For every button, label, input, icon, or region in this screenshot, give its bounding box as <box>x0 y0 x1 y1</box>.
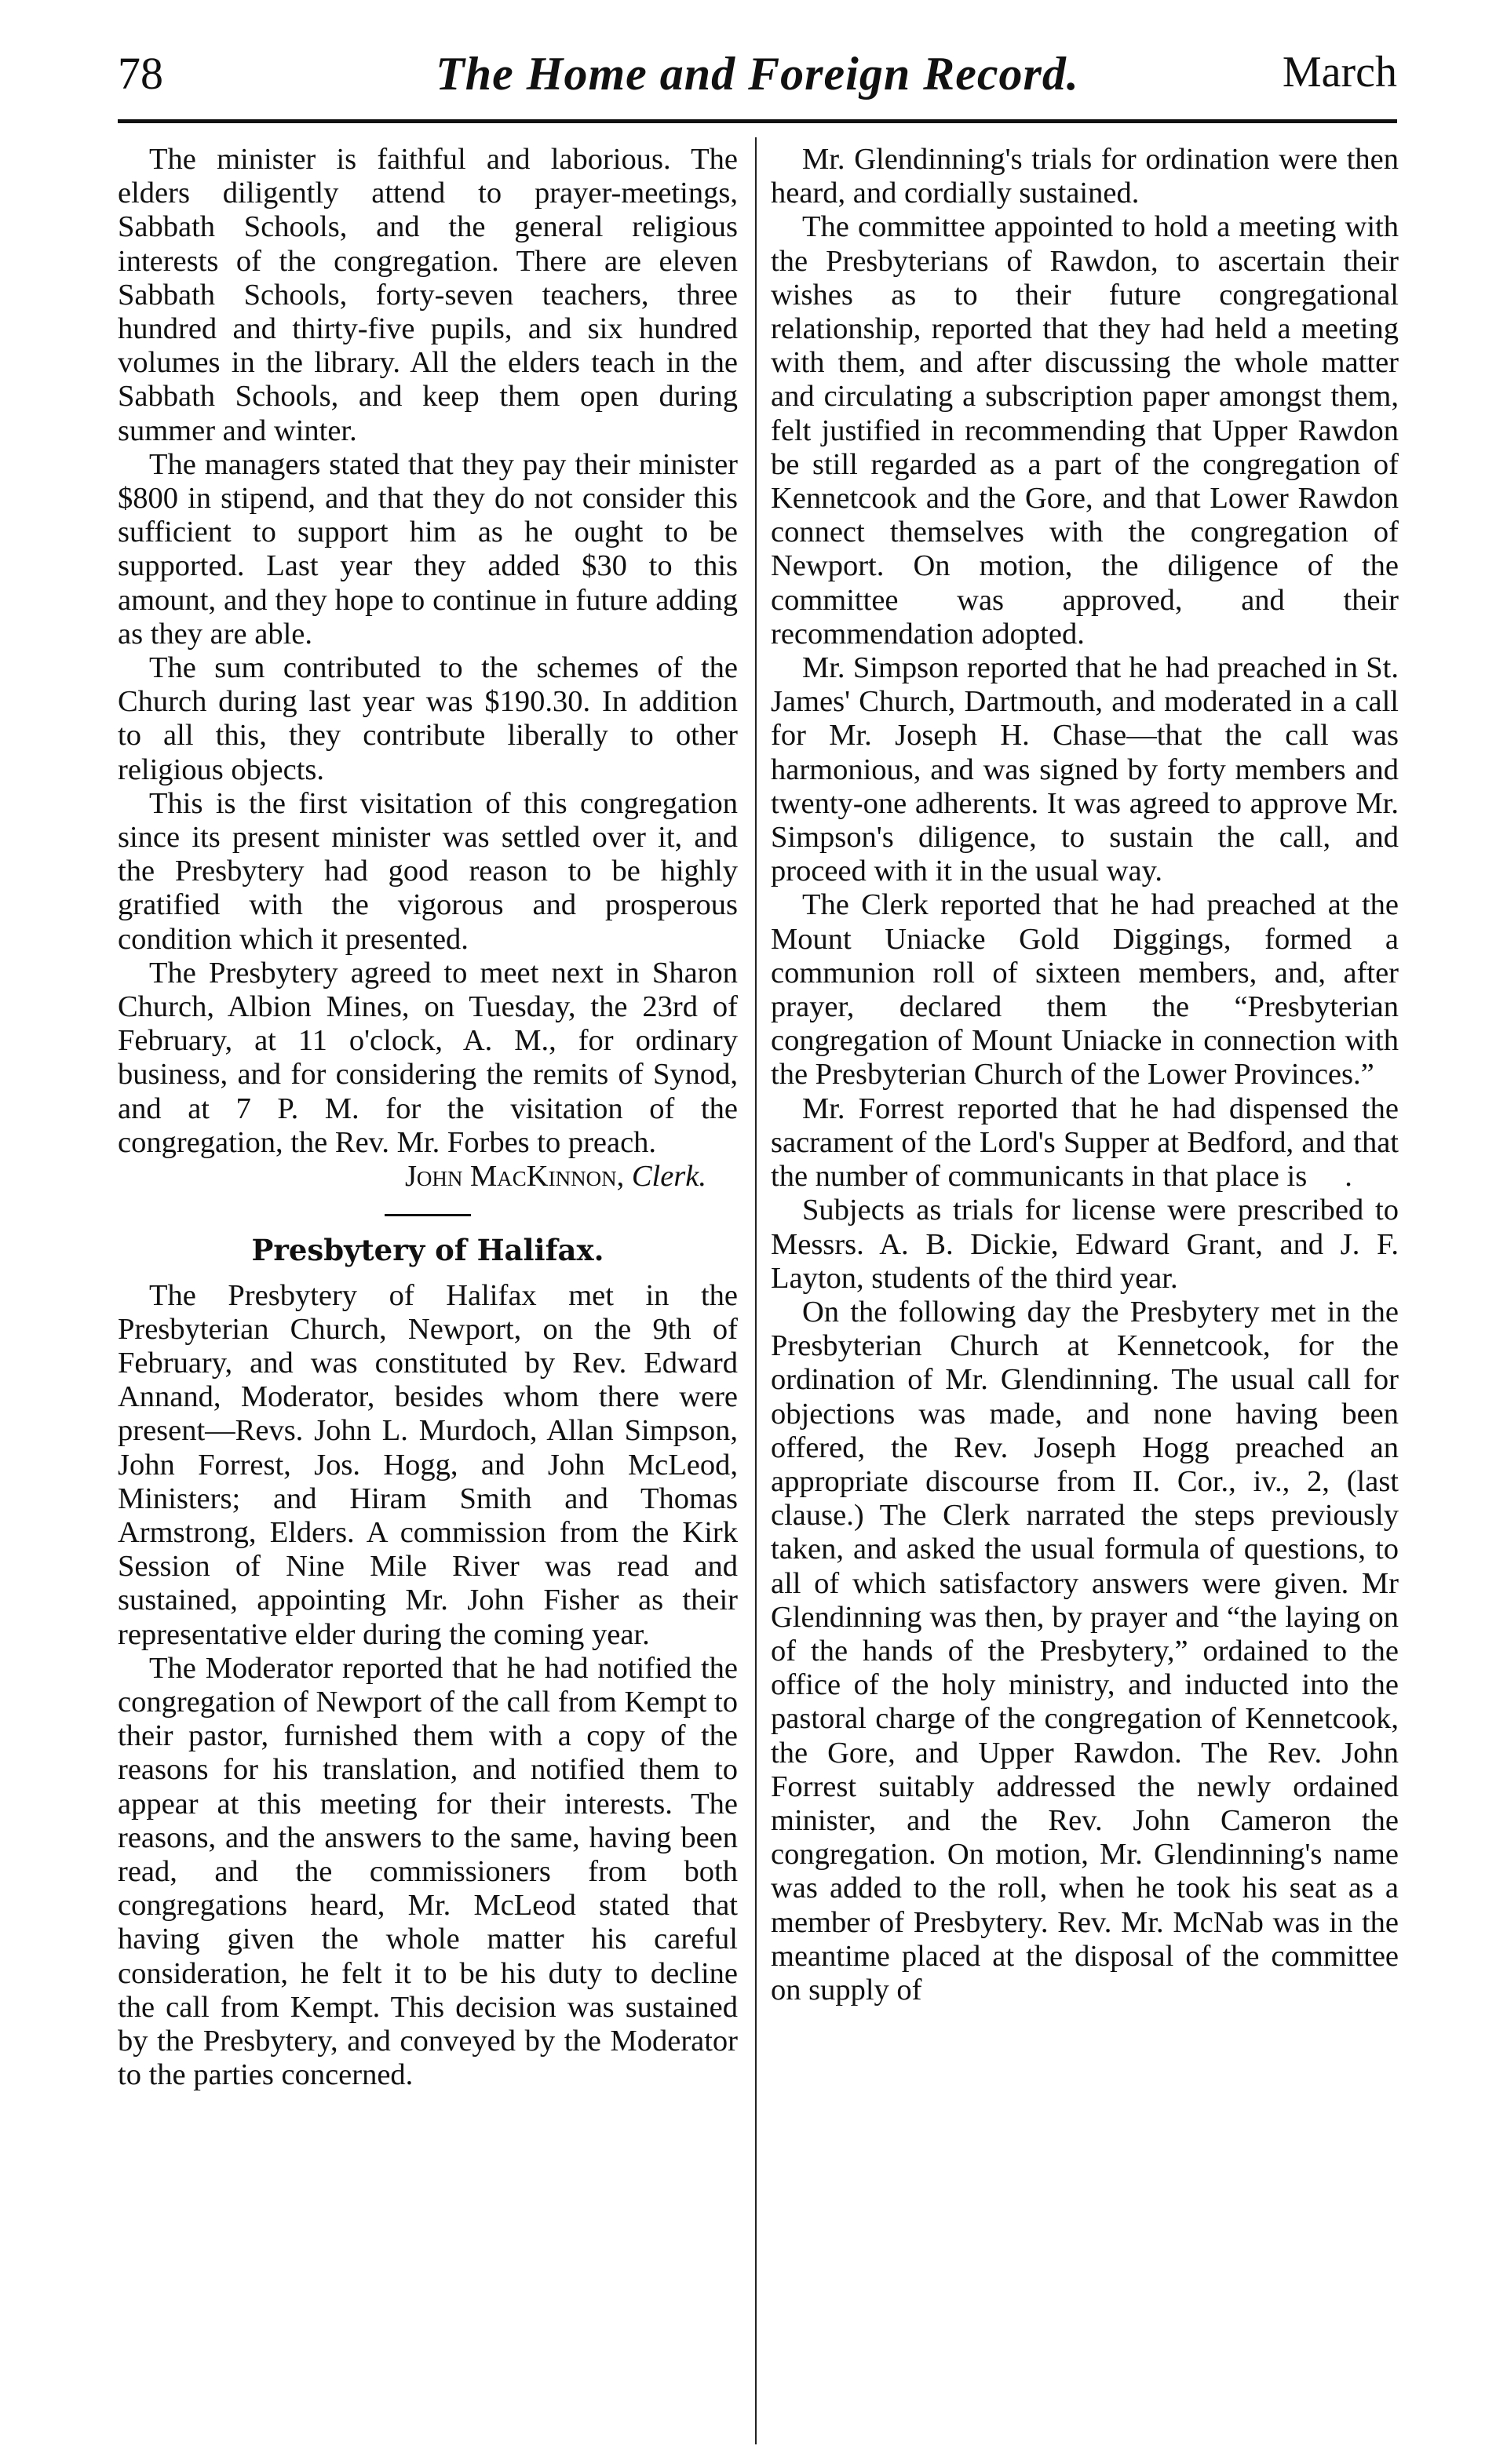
header-rule <box>118 119 1397 123</box>
paragraph: Subjects as trials for license were prescribed to Messrs. A. B. Dickie, Edward Grant, and J. F. Layton, students of the third year. <box>771 1194 1399 1295</box>
paragraph: Mr. Glendinning's trials for ordination were then heard, and cordially sustained. <box>771 143 1399 210</box>
paragraph: The sum contributed to the schemes of the Church during last year was $190.30. In addition to all this, they contribute liberally to other religious objects. <box>118 651 738 786</box>
left-column <box>118 143 738 2092</box>
paragraph: On the following day the Presbytery met in the Presbyterian Church at Kennetcook, for the ordination of Mr. Glendinning. The usual call for objections was made, and none having been offered, the Rev. Joseph Hogg preached an appropriate discourse from II. Cor., iv., 2, (last clause.) The Clerk narrated the steps previously taken, and asked the usual formula of questions, to all of which satisfactory answers were given. Mr Glendinning was then, by prayer and “the laying on of the hands of the Presbytery,” ordained to the office of the holy ministry, and inducted into the pastoral charge of the congregation of Kennetcook, the Gore, and Upper Rawdon. The Rev. John Forrest suitably addressed the newly ordained minister, and the Rev. John Cameron the congregation. On motion, Mr. Glendinning's name was added to the roll, when he took his seat as a member of Presbytery. Rev. Mr. McNab was in the meantime placed at the disposal of the committee on supply of <box>771 1295 1399 2007</box>
signature-role: Clerk. <box>631 1160 706 1194</box>
publication-title: The Home and Foreign Record. <box>436 48 1079 100</box>
section-heading: Presbytery of Halifax. <box>251 1233 604 1268</box>
signature <box>118 1160 738 1194</box>
running-header <box>118 47 1397 110</box>
paragraph: Mr. Simpson reported that he had preached in St. James' Church, Dartmouth, and moderated in a call for Mr. Joseph H. Chase—that the call was harmonious, and was signed by forty members and twenty-one adherents. It was agreed to approve Mr. Simpson's diligence, to sustain the call, and proceed with it in the usual way. <box>771 651 1399 888</box>
section-separator <box>385 1214 471 1216</box>
signature-name: John MacKinnon, <box>404 1160 625 1194</box>
paragraph: The committee appointed to hold a meeting with the Presbyterians of Rawdon, to ascertain their wishes as to their future congregational relationship, reported that they had held a meeting with them, and after discussing the whole matter and circulating a subscription paper amongst them, felt justified in recommending that Upper Rawdon be still regarded as a part of the congregation of Kennetcook and the Gore, and that Lower Rawdon connect themselves with the congregation of Newport. On motion, the diligence of the committee was approved, and their recommendation adopted. <box>771 210 1399 651</box>
paragraph: This is the first visitation of this congregation since its present minister was settled over it, and the Presbytery had good reason to be highly gratified with the vigorous and prosperous condition which it presented. <box>118 786 738 956</box>
paragraph: Mr. Forrest reported that he had dispensed the sacrament of the Lord's Supper at Bedford, and that the number of communicants in that place is . <box>771 1092 1399 1194</box>
column-divider <box>755 137 757 2444</box>
right-column <box>771 143 1399 2007</box>
paragraph: The Presbytery of Halifax met in the Presbyterian Church, Newport, on the 9th of February, and was constituted by Rev. Edward Annand, Moderator, besides whom there were present—Revs. John L. Murdoch, Allan Simpson, John Forrest, Jos. Hogg, and John McLeod, Ministers; and Hiram Smith and Thomas Armstrong, Elders. A commission from the Kirk Session of Nine Mile River was read and sustained, appointing Mr. John Fisher as their representative elder during the coming year. <box>118 1278 738 1651</box>
page-number: 78 <box>118 48 163 99</box>
issue-month: March <box>1282 48 1397 97</box>
paragraph: The minister is faithful and laborious. The elders diligently attend to prayer-meetings, Sabbath Schools, and the general religious interests of the congregation. There are eleven Sabbath Schools, forty-seven teachers, three hundred and thirty-five pupils, and six hundred volumes in the library. All the elders teach in the Sabbath Schools, and keep them open during summer and winter. <box>118 143 738 447</box>
paragraph: The managers stated that they pay their minister $800 in stipend, and that they do not consider this sufficient to support him as he ought to be supported. Last year they added $30 to this amount, and they hope to continue in future adding as they are able. <box>118 447 738 651</box>
paragraph: The Clerk reported that he had preached at the Mount Uniacke Gold Diggings, formed a communion roll of sixteen members, and, after prayer, declared them the “Presbyterian congregation of Mount Uniacke in connection with the Presbyterian Church of the Lower Provinces.” <box>771 888 1399 1092</box>
paragraph: The Moderator reported that he had notified the congregation of Newport of the call from Kempt to their pastor, furnished them with a copy of the reasons for his translation, and notified them to appear at this meeting for their interests. The reasons, and the answers to the same, having been read, and the commissioners from both congregations heard, Mr. McLeod stated that having given the whole matter his careful consideration, he felt it to be his duty to decline the call from Kempt. This decision was sustained by the Presbytery, and conveyed by the Moderator to the parties concerned. <box>118 1651 738 2092</box>
paragraph: The Presbytery agreed to meet next in Sharon Church, Albion Mines, on Tuesday, the 23rd of February, at 11 o'clock, A. M., for ordinary business, and for considering the remits of Synod, and at 7 P. M. for the visitation of the congregation, the Rev. Mr. Forbes to preach. <box>118 956 738 1159</box>
